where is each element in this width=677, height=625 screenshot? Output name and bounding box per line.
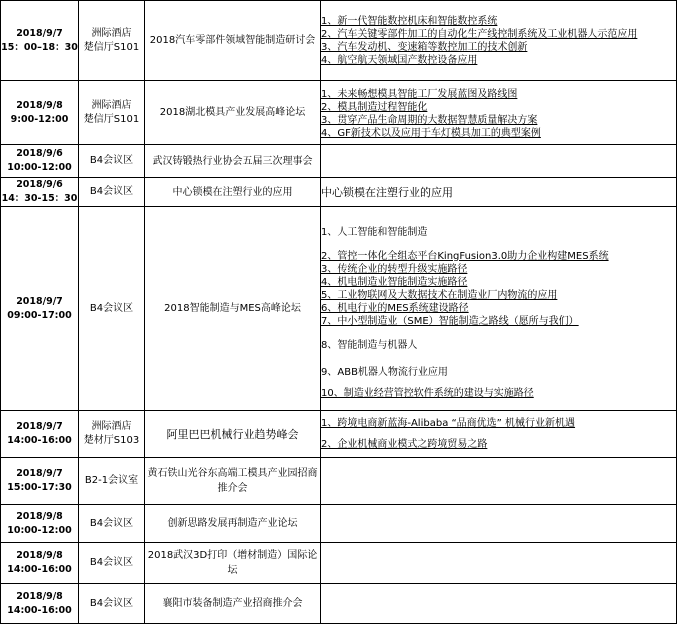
topic-cell: 武汉铸锻热行业协会五届三次理事会: [145, 145, 321, 178]
table-row: [1, 411, 677, 458]
time-cell: [1, 1, 79, 81]
time-cell: [1, 81, 79, 145]
venue-cell: B4会议区: [79, 207, 145, 411]
detail-item: 1、人工智能和智能制造: [321, 226, 428, 238]
detail-cell: [321, 411, 677, 458]
detail-item: 2、企业机械商业模式之跨境贸易之路: [321, 439, 488, 450]
date-text: 2018/9/8: [16, 99, 63, 111]
time-range-text: 15：00–18：30: [1, 41, 78, 53]
detail-item: 2、管控一体化全组态平台KingFusion3.0助力企业构建MES系统: [321, 250, 609, 262]
venue-cell: [79, 81, 145, 145]
date-text: 2018/9/7: [16, 468, 63, 479]
venue-line: 洲际酒店: [91, 27, 132, 39]
table-row: [1, 178, 677, 207]
date-text: 2018/9/6: [16, 179, 63, 190]
detail-item: 3、传统企业的转型升级实施路径: [321, 263, 468, 275]
date-text: 2018/9/7: [16, 421, 63, 432]
date-text: 2018/9/8: [16, 550, 63, 561]
detail-item: 7、中小型制造业（SME）智能制造之路线（愿所与我们）: [321, 315, 579, 327]
date-text: 2018/9/8: [16, 510, 63, 522]
detail-item: 8、智能制造与机器人: [321, 339, 418, 351]
detail-item: 4、航空航天领域国产数控设备应用: [321, 54, 478, 66]
detail-cell: [321, 1, 677, 81]
topic-cell: 黄石铁山光谷东高端工模具产业园招商推介会: [145, 458, 321, 505]
time-cell: [1, 543, 79, 584]
table-row: [1, 81, 677, 145]
time-range-text: 14:00-16:00: [7, 564, 72, 575]
topic-cell: 襄阳市装备制造产业招商推介会: [145, 584, 321, 624]
topic-cell: 阿里巴巴机械行业趋势峰会: [145, 411, 321, 458]
time-cell: [1, 584, 79, 624]
table-row: [1, 207, 677, 411]
venue-cell: [79, 411, 145, 458]
table-row: [1, 584, 677, 624]
time-range-text: 15:00-17:30: [7, 482, 72, 493]
detail-item: 4、机电制造业智能制造实施路径: [321, 276, 468, 288]
detail-cell: [321, 584, 677, 624]
time-cell: [1, 207, 79, 411]
venue-cell: B4会议区: [79, 584, 145, 624]
time-range-text: 10:00-12:00: [7, 162, 72, 173]
detail-cell: [321, 207, 677, 411]
detail-item: 2、模具制造过程智能化: [321, 101, 428, 113]
detail-item: 1、未来畅想模具智能工厂发展蓝图及路线图: [321, 88, 518, 100]
time-cell: [1, 411, 79, 458]
detail-item: 3、贯穿产品生命周期的大数据智慧质量解决方案: [321, 114, 538, 126]
venue-cell: B2-1会议室: [79, 458, 145, 505]
detail-item: 中心锁模在注塑行业的应用: [321, 185, 453, 199]
topic-cell: 2018汽车零部件领域智能制造研讨会: [145, 1, 321, 81]
topic-cell: 2018智能制造与MES高峰论坛: [145, 207, 321, 411]
venue-line: 楚材厅S103: [83, 435, 140, 446]
table-row: [1, 543, 677, 584]
detail-item: 5、工业物联网及大数据技术在制造业厂内物流的应用: [321, 289, 558, 301]
detail-item: 10、制造业经营管控软件系统的建设与实施路径: [321, 387, 534, 399]
time-cell: [1, 145, 79, 178]
detail-item: 2、汽车关键零部件加工的自动化生产线控制系统及工业机器人示范应用: [321, 28, 638, 40]
date-text: 2018/9/8: [16, 590, 63, 602]
table-row: [1, 145, 677, 178]
detail-item: 1、新一代智能数控机床和智能数控系统: [321, 15, 498, 27]
venue-cell: [79, 1, 145, 81]
date-text: 2018/9/7: [16, 295, 63, 307]
time-cell: [1, 505, 79, 543]
table-row: [1, 1, 677, 81]
detail-item: 6、机电行业的MES系统建设路径: [321, 302, 469, 314]
time-range-text: 09:00-17:00: [7, 309, 72, 321]
detail-item: 4、GF新技术以及应用于车灯模具加工的典型案例: [321, 127, 541, 139]
time-cell: [1, 178, 79, 207]
detail-cell: [321, 458, 677, 505]
venue-line: 楚信厅S101: [83, 113, 140, 125]
time-range-text: 9:00-12:00: [10, 113, 69, 125]
time-range-text: 14:00-16:00: [7, 604, 72, 616]
venue-cell: B4会议区: [79, 178, 145, 207]
detail-cell: [321, 145, 677, 178]
date-text: 2018/9/6: [16, 148, 63, 159]
topic-cell: 2018武汉3D打印（增材制造）国际论坛: [145, 543, 321, 584]
time-range-text: 14：30-15：30: [1, 193, 78, 204]
topic-cell: 2018湖北模具产业发展高峰论坛: [145, 81, 321, 145]
detail-cell: [321, 543, 677, 584]
venue-cell: B4会议区: [79, 543, 145, 584]
table-row: [1, 458, 677, 505]
time-range-text: 10:00-12:00: [7, 524, 72, 536]
detail-item: 9、ABB机器人物流行业应用: [321, 366, 448, 378]
time-range-text: 14:00-16:00: [7, 435, 72, 446]
venue-cell: B4会议区: [79, 145, 145, 178]
venue-line: 楚信厅S101: [83, 41, 140, 53]
date-text: 2018/9/7: [16, 27, 63, 39]
detail-item: 3、汽车发动机、变速箱等数控加工的技术创新: [321, 41, 528, 53]
detail-item: 1、跨境电商新蓝海-Alibaba “品商优选” 机械行业新机遇: [321, 418, 576, 429]
venue-line: 洲际酒店: [91, 421, 132, 432]
detail-cell: [321, 505, 677, 543]
topic-cell: 创新思路发展再制造产业论坛: [145, 505, 321, 543]
table-row: [1, 505, 677, 543]
detail-cell: [321, 178, 677, 207]
time-cell: [1, 458, 79, 505]
topic-cell: 中心锁模在注塑行业的应用: [145, 178, 321, 207]
detail-cell: [321, 81, 677, 145]
venue-line: 洲际酒店: [91, 99, 132, 111]
venue-cell: B4会议区: [79, 505, 145, 543]
